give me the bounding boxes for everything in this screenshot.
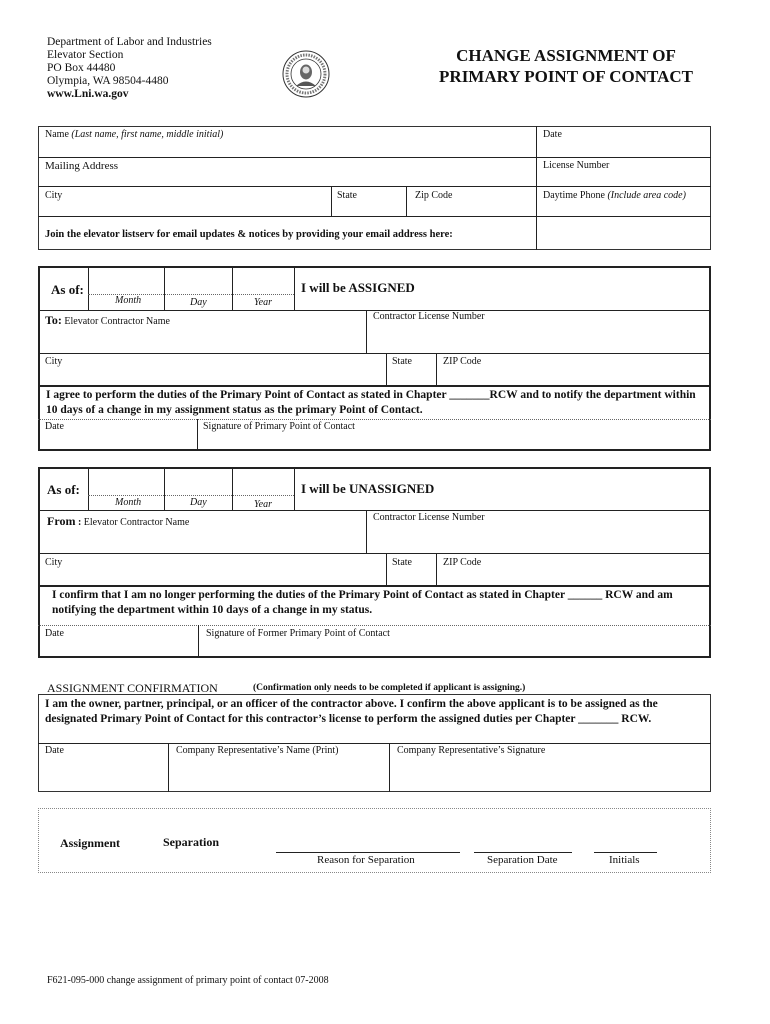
unassigned-month-label: Month — [115, 497, 142, 508]
assigned-date-field[interactable]: Date — [45, 421, 64, 432]
washington-state-seal-icon — [282, 50, 330, 98]
unassigned-contractor-license-field[interactable]: Contractor License Number — [373, 512, 485, 523]
unassigned-year-input[interactable] — [233, 468, 293, 495]
header-org-line3: PO Box 44480 — [47, 62, 116, 74]
assigned-heading: I will be ASSIGNED — [301, 280, 415, 295]
assigned-month-label: Month — [115, 295, 142, 306]
confirmation-date-field[interactable]: Date — [45, 745, 64, 756]
form-title-line2: PRIMARY POINT OF CONTACT — [439, 67, 693, 86]
header-org-line1: Department of Labor and Industries — [47, 36, 212, 48]
assignment-label: Assignment — [60, 836, 121, 850]
assigned-year-input[interactable] — [233, 267, 293, 294]
form-title-line1: CHANGE ASSIGNMENT OF — [456, 46, 676, 65]
assignment-confirmation-note: (Confirmation only needs to be completed if applicant is assigning.) — [253, 683, 526, 693]
form-id-footer: F621-095-000 change assignment of primary point of contact 07-2008 — [47, 975, 329, 986]
reason-for-separation-field[interactable]: Reason for Separation — [317, 854, 415, 866]
unassigned-confirmation-statement: I confirm that I am no longer performing the duties of the Primary Point of Contact as stated in Chapter ______ RCW and am notifying the department within 10 days of a change in my status. — [52, 589, 673, 616]
header-website: www.Lni.wa.gov — [47, 88, 129, 100]
zip-code-field[interactable]: Zip Code — [415, 190, 453, 201]
assigned-as-of-label: As of: — [51, 282, 84, 297]
assigned-year-label: Year — [254, 297, 272, 308]
unassigned-contractor-name-field[interactable]: From : Elevator Contractor Name — [47, 514, 190, 528]
name-field[interactable]: Name (Last name, first name, middle initial) — [45, 129, 224, 140]
company-rep-name-field[interactable]: Company Representative’s Name (Print) — [176, 745, 339, 756]
assignment-confirmation-heading: ASSIGNMENT CONFIRMATION — [47, 681, 218, 695]
assigned-state-field[interactable]: State — [392, 356, 412, 367]
date-field[interactable]: Date — [543, 129, 562, 140]
mailing-address-field[interactable]: Mailing Address — [45, 160, 119, 172]
assigned-city-field[interactable]: City — [45, 356, 63, 367]
assigned-signature-field[interactable]: Signature of Primary Point of Contact — [203, 421, 355, 432]
assigned-contractor-license-field[interactable]: Contractor License Number — [373, 311, 485, 322]
initials-field[interactable]: Initials — [609, 854, 640, 866]
assigned-zip-field[interactable]: ZIP Code — [443, 356, 482, 367]
license-number-field[interactable]: License Number — [543, 160, 610, 171]
assigned-contractor-name-field[interactable]: To: Elevator Contractor Name — [45, 313, 170, 327]
city-field[interactable]: City — [45, 190, 63, 201]
assigned-day-input[interactable] — [165, 267, 231, 294]
separation-label: Separation — [163, 835, 220, 849]
separation-date-field[interactable]: Separation Date — [487, 854, 558, 866]
email-input[interactable] — [537, 217, 710, 249]
unassigned-city-field[interactable]: City — [45, 557, 63, 568]
unassigned-day-input[interactable] — [165, 468, 231, 495]
unassigned-as-of-label: As of: — [47, 482, 80, 497]
header-org-line2: Elevator Section — [47, 49, 124, 61]
unassigned-heading: I will be UNASSIGNED — [301, 481, 435, 496]
unassigned-state-field[interactable]: State — [392, 557, 412, 568]
assigned-day-label: Day — [190, 297, 207, 308]
listserv-email-prompt: Join the elevator listserv for email updates & notices by providing your email address here: — [45, 229, 453, 240]
unassigned-day-label: Day — [190, 497, 207, 508]
header-org-line4: Olympia, WA 98504-4480 — [47, 75, 169, 87]
former-contact-signature-field[interactable]: Signature of Former Primary Point of Contact — [206, 628, 390, 639]
owner-confirmation-statement: I am the owner, partner, principal, or an officer of the contractor above. I confirm the above applicant is to be assigned as the designated Primary Point of Contact for this contractor’s license to perform the assigned duties per Chapter _______ RCW. — [45, 698, 658, 725]
unassigned-date-field[interactable]: Date — [45, 628, 64, 639]
state-field[interactable]: State — [337, 190, 357, 201]
unassigned-zip-field[interactable]: ZIP Code — [443, 557, 482, 568]
assigned-month-input[interactable] — [89, 267, 163, 294]
daytime-phone-field[interactable]: Daytime Phone (Include area code) — [543, 190, 686, 201]
assigned-agreement-statement: I agree to perform the duties of the Primary Point of Contact as stated in Chapter _______RCW and to notify the department within 10 days of a change in my assignment status as the primary Point of Contact. — [46, 389, 696, 416]
unassigned-month-input[interactable] — [89, 468, 163, 495]
unassigned-year-label: Year — [254, 499, 272, 510]
company-rep-signature-field[interactable]: Company Representative’s Signature — [397, 745, 546, 756]
